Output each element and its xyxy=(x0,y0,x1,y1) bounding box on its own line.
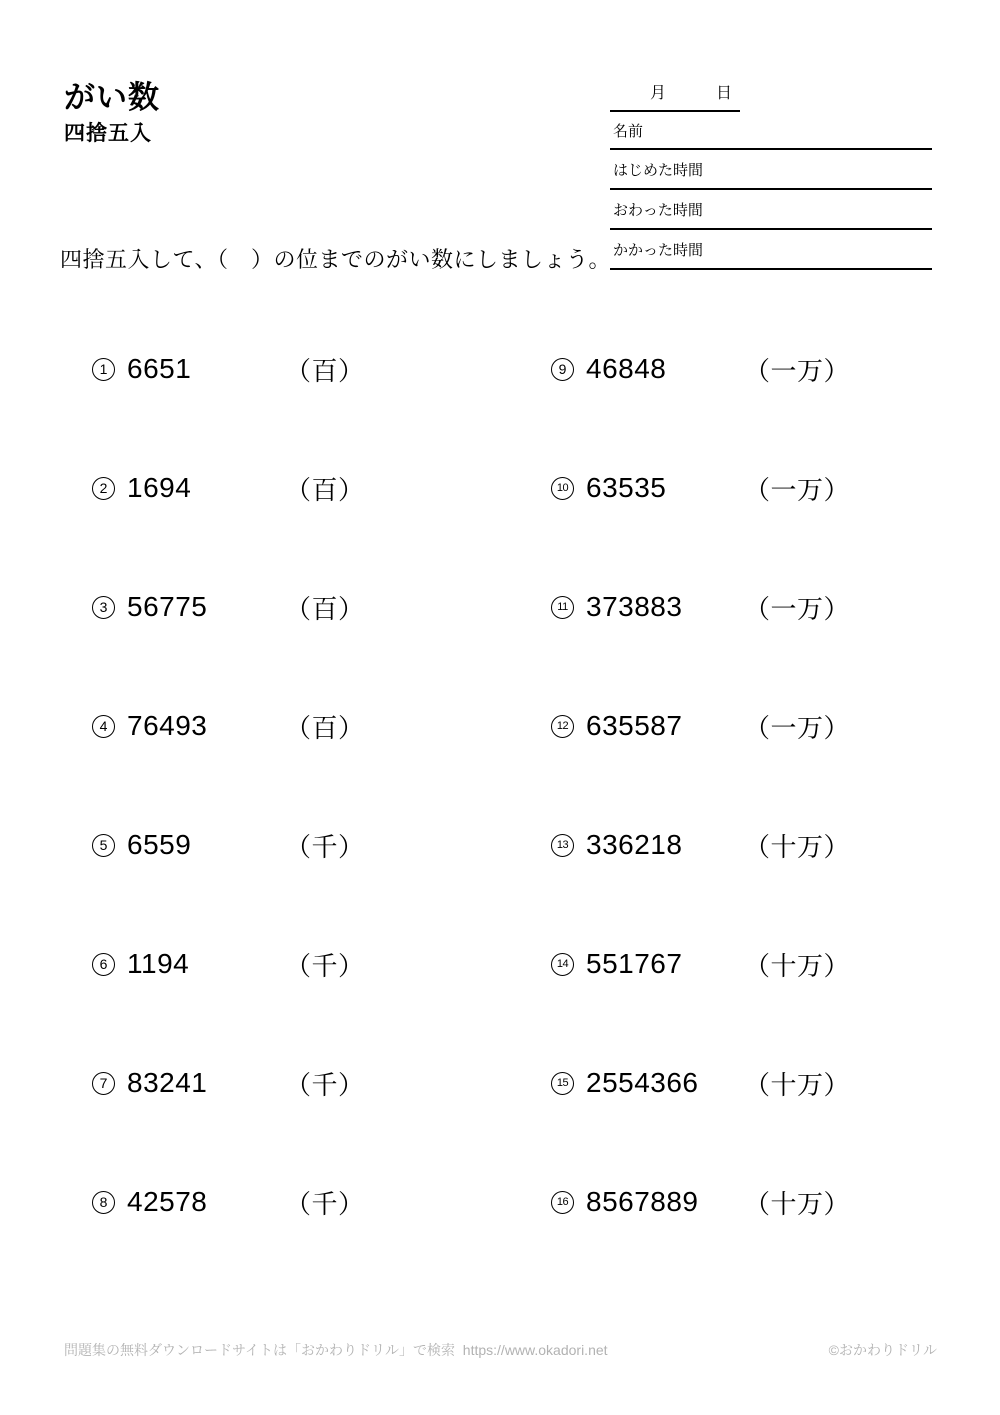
start-time-field-row xyxy=(610,150,932,190)
elapsed-time-field-row xyxy=(610,230,932,270)
problem-target-place: （百） xyxy=(285,593,365,624)
problem-row xyxy=(92,948,365,980)
problem-number-badge: 7 xyxy=(92,1072,115,1095)
problem-number-badge: 16 xyxy=(551,1191,574,1214)
problem-value: 2554366 xyxy=(586,1067,699,1098)
problem-number-badge: 5 xyxy=(92,834,115,857)
problem-number-badge: 11 xyxy=(551,596,574,619)
problem-number-badge: 15 xyxy=(551,1072,574,1095)
problem-target-place: （千） xyxy=(285,950,365,981)
problem-value: 6651 xyxy=(127,353,192,384)
name-date-form xyxy=(610,80,932,270)
problem-value: 56775 xyxy=(127,591,208,622)
name-label: 名前 xyxy=(613,122,644,140)
problem-row xyxy=(551,353,850,385)
instruction-text: 四捨五入して、（ ）の位までのがい数にしましょう。 xyxy=(60,247,612,272)
problem-target-place: （千） xyxy=(285,831,365,862)
problem-target-place: （十万） xyxy=(744,950,851,981)
problem-target-place: （千） xyxy=(285,1188,365,1219)
problem-row xyxy=(92,472,365,504)
problem-row xyxy=(551,829,850,861)
problem-value: 635587 xyxy=(586,710,683,741)
date-row xyxy=(610,80,740,112)
problem-row xyxy=(92,591,365,623)
problem-row xyxy=(551,948,850,980)
problem-target-place: （百） xyxy=(285,355,365,386)
problem-row xyxy=(92,829,365,861)
problem-number-badge: 12 xyxy=(551,715,574,738)
problem-target-place: （一万） xyxy=(744,593,851,624)
month-label: 月 xyxy=(650,85,667,102)
problem-number-badge: 14 xyxy=(551,953,574,976)
end-time-label: おわった時間 xyxy=(613,201,703,219)
elapsed-time-label: かかった時間 xyxy=(613,241,704,259)
problem-target-place: （一万） xyxy=(744,712,851,743)
problem-row xyxy=(551,591,850,623)
problem-row xyxy=(92,710,365,742)
problem-row xyxy=(551,472,850,504)
problem-row xyxy=(551,1186,850,1218)
problem-row xyxy=(551,1067,850,1099)
problem-number-badge: 10 xyxy=(551,477,574,500)
problem-number-badge: 6 xyxy=(92,953,115,976)
problem-number-badge: 2 xyxy=(92,477,115,500)
problem-number-badge: 1 xyxy=(92,358,115,381)
problem-number-badge: 3 xyxy=(92,596,115,619)
problem-value: 46848 xyxy=(586,353,667,384)
problem-value: 76493 xyxy=(127,710,208,741)
problem-value: 1194 xyxy=(127,948,190,979)
problem-number-badge: 9 xyxy=(551,358,574,381)
problem-target-place: （千） xyxy=(285,1069,365,1100)
problem-value: 63535 xyxy=(586,472,667,503)
problem-value: 551767 xyxy=(586,948,683,979)
problem-value: 1694 xyxy=(127,472,192,503)
end-time-field-row xyxy=(610,190,932,230)
page-title: がい数 xyxy=(64,80,160,115)
problem-value: 373883 xyxy=(586,591,683,622)
problem-target-place: （十万） xyxy=(744,1069,851,1100)
problem-row xyxy=(92,1186,365,1218)
problem-value: 83241 xyxy=(127,1067,208,1098)
problem-value: 42578 xyxy=(127,1186,208,1217)
problem-value: 8567889 xyxy=(586,1186,699,1217)
problem-number-badge: 4 xyxy=(92,715,115,738)
problem-target-place: （一万） xyxy=(744,355,851,386)
problem-target-place: （十万） xyxy=(744,831,851,862)
problem-value: 6559 xyxy=(127,829,192,860)
problem-row xyxy=(92,1067,365,1099)
problem-target-place: （百） xyxy=(285,474,365,505)
day-label: 日 xyxy=(716,85,733,102)
problem-target-place: （十万） xyxy=(744,1188,851,1219)
footer-site-credit: 問題集の無料ダウンロードサイトは「おかわりドリル」で検索 https://www.okadori.net xyxy=(64,1342,608,1358)
problem-value: 336218 xyxy=(586,829,683,860)
problem-number-badge: 13 xyxy=(551,834,574,857)
problem-row xyxy=(92,353,365,385)
footer-copyright: ©おかわりドリル xyxy=(828,1342,937,1358)
page-subtitle: 四捨五入 xyxy=(64,122,152,145)
problem-target-place: （百） xyxy=(285,712,365,743)
problem-target-place: （一万） xyxy=(744,474,851,505)
start-time-label: はじめた時間 xyxy=(613,161,704,179)
problem-number-badge: 8 xyxy=(92,1191,115,1214)
name-field-row xyxy=(610,112,932,150)
problem-row xyxy=(551,710,850,742)
